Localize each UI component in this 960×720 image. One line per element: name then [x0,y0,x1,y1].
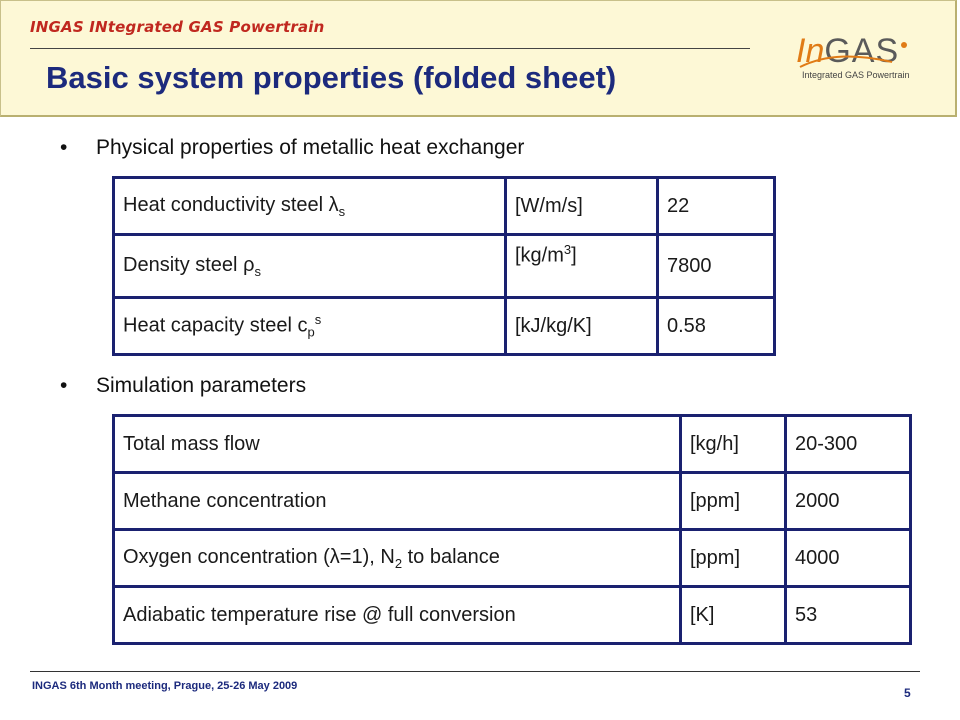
bullet-physical-properties [60,136,524,160]
parameter-value: 4000 [786,530,911,587]
table-row [114,298,775,355]
property-value: 22 [658,178,775,235]
simulation-parameters-table [112,414,912,645]
bullet-marker: • [60,136,68,159]
property-value: 0.58 [658,298,775,355]
bullet-marker: • [60,374,68,397]
property-value: 7800 [658,235,775,298]
header-divider [30,48,750,49]
parameter-label: Adiabatic temperature rise @ full conversion [114,587,681,644]
footer-divider [30,671,920,672]
table-row [114,530,911,587]
property-label: Heat conductivity steel $\lambda_s$ [114,178,506,235]
logo-word: GAS [824,32,900,70]
bullet-text: Simulation parameters [96,374,307,397]
parameter-unit: [K] [681,587,786,644]
parameter-label: Methane concentration [114,473,681,530]
table-row [114,416,911,473]
parameter-value: 53 [786,587,911,644]
logo-subtitle: Integrated GAS Powertrain [802,70,910,80]
parameter-unit: [ppm] [681,473,786,530]
property-unit: [W/m/s] [506,178,658,235]
page-title: Basic system properties (folded sheet) [46,60,617,95]
ingas-logo [796,34,936,86]
project-kicker: INGAS INtegrated GAS Powertrain [30,18,325,36]
logo-prefix: In [796,32,825,70]
parameter-unit: [ppm] [681,530,786,587]
table-row [114,235,775,298]
table-row [114,178,775,235]
parameter-value: 20-300 [786,416,911,473]
property-unit: $[kg/m^3]$ [506,235,658,298]
property-unit: [kJ/kg/K] [506,298,658,355]
table-row [114,473,911,530]
property-label: Heat capacity steel $c_p^s$ [114,298,506,355]
parameter-unit: [kg/h] [681,416,786,473]
table-row [114,587,911,644]
bullet-text: Physical properties of metallic heat exchanger [96,136,525,159]
parameter-value: 2000 [786,473,911,530]
bullet-simulation-parameters [60,374,306,398]
parameter-label: Oxygen concentration (λ=1), $N_2$ to balance [114,530,681,587]
parameter-label: Total mass flow [114,416,681,473]
physical-properties-table [112,176,776,356]
property-label: Density steel $\rho_s$ [114,235,506,298]
page-number: 5 [904,686,911,700]
footer-meeting-info: INGAS 6th Month meeting, Prague, 25-26 May 2009 [32,680,298,692]
